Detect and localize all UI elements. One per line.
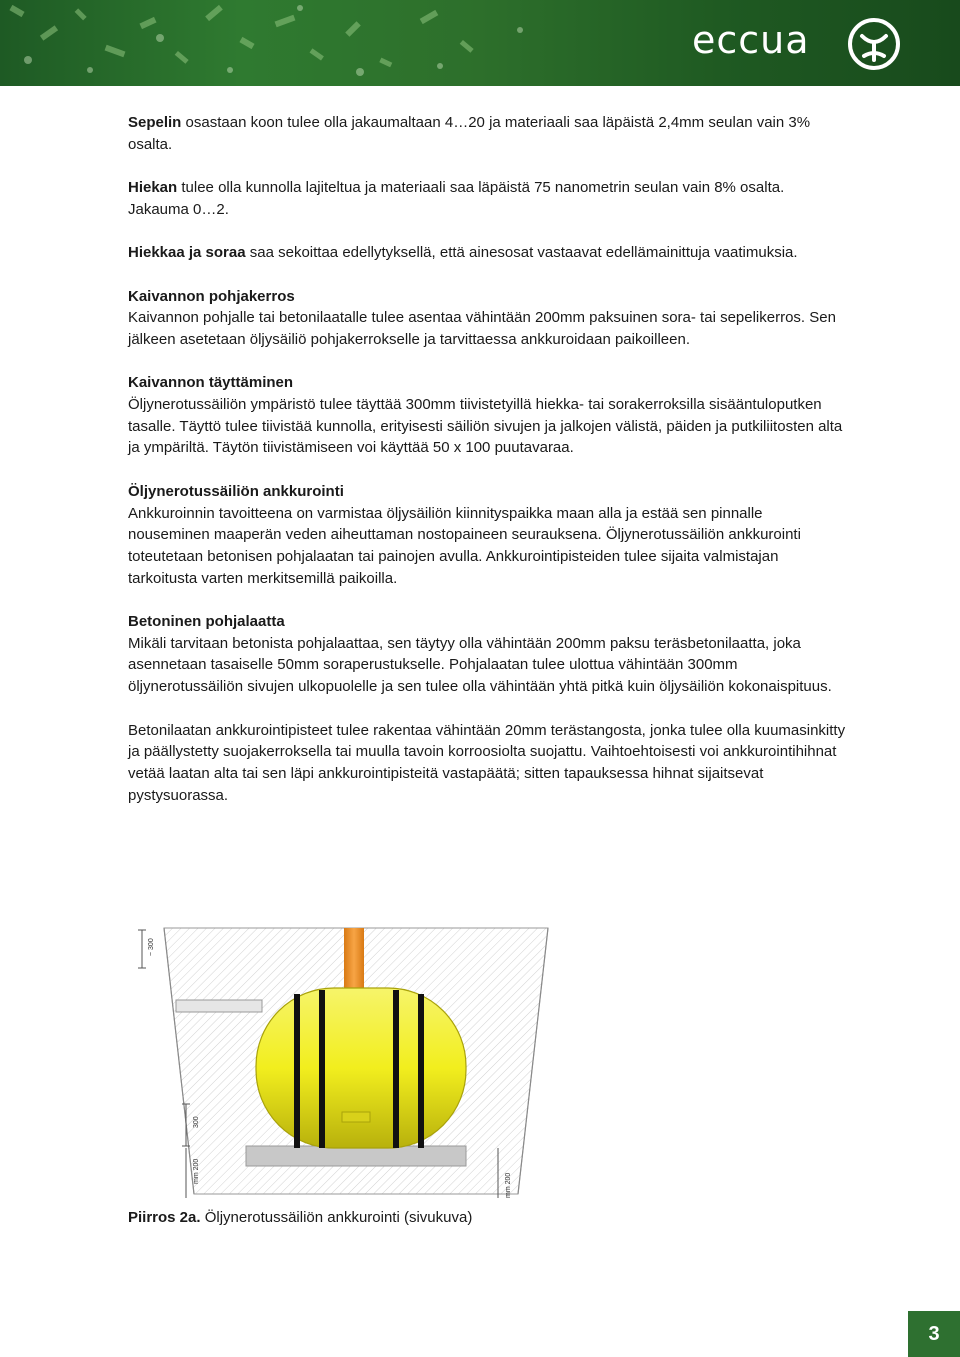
section-heading: Betoninen pohjalaatta xyxy=(128,613,285,631)
section-tayttaminen xyxy=(128,372,848,459)
base-slab xyxy=(246,1146,466,1166)
dimension-label-bottom-right: mm 200 xyxy=(505,1172,512,1198)
inlet-pipe xyxy=(176,1000,262,1012)
oil-separator-tank xyxy=(256,988,466,1148)
section-pohjakerros xyxy=(128,286,848,351)
company-logo xyxy=(692,16,902,72)
anchor-strap-3 xyxy=(393,990,399,1148)
term-hiekka-sora: Hiekkaa ja soraa xyxy=(128,244,246,262)
paragraph-hiekka xyxy=(128,177,848,220)
paragraph-text: osastaan koon tulee olla jakaumaltaan 4…20 ja materiaali saa läpäistä 2,4mm seulan vain 3% osalta. xyxy=(128,114,811,153)
section-heading: Kaivannon täyttäminen xyxy=(128,374,294,392)
section-ankkurointi xyxy=(128,481,848,590)
section-text: Kaivannon pohjalle tai betonilaatalle tulee asentaa vähintään 200mm paksuinen sora- tai sepelikerros. Sen jälkeen asetetaan öljysäiliö pohjakerrokselle ja tarvittaessa ankkuroidaan paikoilleen. xyxy=(128,309,836,348)
caption-text: Öljynerotussäiliön ankkurointi (sivukuva) xyxy=(200,1209,473,1226)
body-text xyxy=(128,112,848,828)
dimension-label-top: ~ 300 xyxy=(148,938,155,956)
dimension-label-bottom-left: mm 200 xyxy=(193,1158,200,1184)
section-pohjalaatta xyxy=(128,611,848,698)
term-hiekka: Hiekan xyxy=(128,179,178,197)
page-header-band xyxy=(0,0,960,86)
paragraph-sepeli xyxy=(128,112,848,155)
figure-caption xyxy=(128,1207,472,1228)
paragraph-text: saa sekoittaa edellytyksellä, että ainesosat vastaavat edellämainittuja vaatimuksia. xyxy=(245,244,798,262)
decorative-pattern xyxy=(0,0,640,86)
anchor-strap-1 xyxy=(294,994,300,1148)
page-number: 3 xyxy=(908,1311,960,1357)
dimension-label-mid: 300 xyxy=(193,1116,200,1128)
paragraph-text: tulee olla kunnolla lajiteltua ja materiaali saa läpäistä 75 nanometrin seulan vain 8% osalta. Jakauma 0…2. xyxy=(128,179,785,218)
caption-label: Piirros 2a. xyxy=(128,1209,201,1226)
paragraph-text: Betonilaatan ankkurointipisteet tulee rakentaa vähintään 20mm terästangosta, jonka tulee olla kuumasinkitty ja päällystetty suojakerroksella tai muulla tavoin korroosiolta suojattu. Vaihtoehtoisesti voi ankkurointihihnat vetää laatan alta tai sen läpi ankkurointipisteitä vastapäätä; sitten tapauksessa hihnat sijaitsevat pystysuorassa. xyxy=(128,721,846,804)
section-text: Öljynerotussäiliön ympäristö tulee täyttää 300mm tiivistetyillä hiekka- tai sorakerroksilla sisääntuloputken tasalle. Täyttö tulee tiivistää kunnolla, erityisesti säiliön sivujen ja jalkojen välistä, päiden ja putkiliitosten alta ja ympäriltä. Täytön tiivistämiseen voi käyttää 50 x 100 puutavaraa. xyxy=(128,396,843,457)
anchor-strap-2 xyxy=(319,990,325,1148)
logo-emblem-icon xyxy=(846,16,902,72)
logo-text: eccua xyxy=(692,18,810,62)
section-heading: Kaivannon pohjakerros xyxy=(128,287,295,305)
paragraph-hiekka-sora xyxy=(128,242,848,264)
section-heading: Öljynerotussäiliön ankkurointi xyxy=(128,482,344,500)
tank-anchoring-diagram xyxy=(136,922,556,1204)
term-sepeli: Sepelin xyxy=(128,114,182,131)
tank-foot xyxy=(342,1112,370,1122)
section-text: Ankkuroinnin tavoitteena on varmistaa öljysäiliön kiinnityspaikka maan alla ja estää sen pinnalle nouseminen maaperän veden aiheuttaman nostopaineen seurauksena. Öljynerotussäiliön ankkurointi toteutetaan betonisen pohjalaatan tai painojen avulla. Ankkurointipisteiden tulee sijaita valmistajan tarkoitusta varten merkitsemillä paikoilla. xyxy=(128,504,801,587)
anchor-strap-4 xyxy=(418,994,424,1148)
section-text: Mikäli tarvitaan betonista pohjalaattaa, sen täytyy olla vähintään 200mm paksu teräsbetonilaatta, joka asennetaan tasaiselle 50mm soraperustukselle. Pohjalaatan tulee ulottua vähintään 300mm öljynerotussäiliön sivujen ulkopuolelle ja sen tulee olla vähintään yhtä pitkä kuin öljysäiliön kokonaispituus. xyxy=(128,634,832,696)
paragraph-ankkurointipisteet xyxy=(128,720,848,807)
